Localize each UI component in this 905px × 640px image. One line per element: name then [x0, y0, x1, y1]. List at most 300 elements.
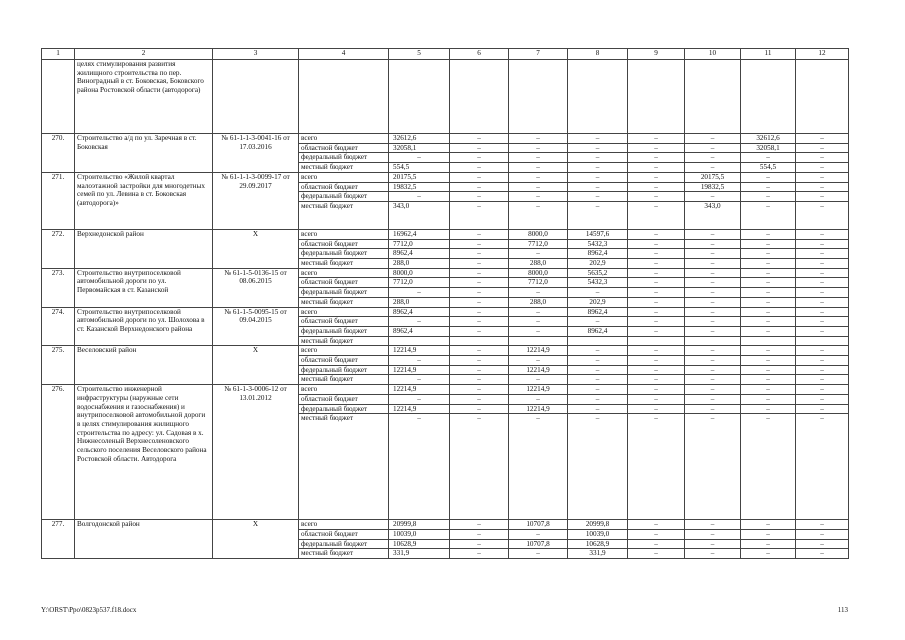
- value-cell: –: [796, 134, 849, 144]
- value-cell: –: [741, 239, 796, 249]
- value-cell: –: [796, 278, 849, 288]
- value-cell: –: [628, 201, 685, 229]
- budget-table: [41, 48, 849, 559]
- header-row: [42, 49, 849, 60]
- value-cell: –: [628, 307, 685, 317]
- value-cell: –: [628, 539, 685, 549]
- value-cell: [796, 336, 849, 346]
- value-cell: –: [568, 414, 628, 520]
- value-cell: –: [628, 172, 685, 182]
- value-cell: –: [685, 278, 741, 288]
- value-cell: 12214,9: [509, 404, 568, 414]
- value-cell: –: [796, 394, 849, 404]
- funding-source: федеральный бюджет: [299, 539, 389, 549]
- value-cell: –: [568, 394, 628, 404]
- value-cell: –: [450, 404, 509, 414]
- value-cell: –: [741, 307, 796, 317]
- value-cell: –: [628, 134, 685, 144]
- value-cell: –: [741, 317, 796, 327]
- empty-cell: [450, 60, 509, 134]
- value-cell: 8962,4: [568, 249, 628, 259]
- value-cell: 7712,0: [389, 278, 450, 288]
- empty-cell: [509, 60, 568, 134]
- document-number: № 61-1-1-3-0099-17 от 29.09.2017: [213, 172, 299, 229]
- value-cell: –: [389, 317, 450, 327]
- value-cell: –: [628, 249, 685, 259]
- value-cell: 5432,3: [568, 239, 628, 249]
- table-row: [42, 60, 849, 134]
- value-cell: –: [568, 182, 628, 192]
- value-cell: 288,0: [509, 297, 568, 307]
- value-cell: –: [509, 143, 568, 153]
- value-cell: –: [450, 394, 509, 404]
- value-cell: –: [796, 356, 849, 366]
- value-cell: 20175,5: [389, 172, 450, 182]
- value-cell: –: [450, 529, 509, 539]
- footer-file-path: Y:\ORST\Ppo\0823p537.f18.docx: [41, 606, 137, 614]
- value-cell: –: [509, 549, 568, 559]
- value-cell: –: [450, 520, 509, 530]
- value-cell: –: [568, 201, 628, 229]
- value-cell: –: [628, 153, 685, 163]
- document-number: Х: [213, 520, 299, 559]
- value-cell: –: [450, 297, 509, 307]
- value-cell: 10628,9: [389, 539, 450, 549]
- value-cell: –: [568, 365, 628, 375]
- value-cell: –: [509, 153, 568, 163]
- value-cell: –: [628, 163, 685, 173]
- value-cell: [450, 336, 509, 346]
- value-cell: 554,5: [389, 163, 450, 173]
- value-cell: 20999,8: [389, 520, 450, 530]
- value-cell: –: [509, 163, 568, 173]
- column-header: 11: [741, 49, 796, 60]
- value-cell: 16962,4: [389, 229, 450, 239]
- value-cell: –: [741, 268, 796, 278]
- value-cell: –: [628, 143, 685, 153]
- value-cell: –: [450, 365, 509, 375]
- value-cell: –: [568, 172, 628, 182]
- value-cell: –: [389, 375, 450, 385]
- document-number: № 61-1-3-0006-12 от 13.01.2012: [213, 385, 299, 520]
- value-cell: –: [741, 356, 796, 366]
- column-header: 6: [450, 49, 509, 60]
- value-cell: 12214,9: [509, 365, 568, 375]
- value-cell: –: [450, 182, 509, 192]
- value-cell: –: [685, 375, 741, 385]
- value-cell: [685, 336, 741, 346]
- table-row: [42, 172, 849, 182]
- table-row: [42, 268, 849, 278]
- value-cell: –: [568, 192, 628, 202]
- value-cell: –: [796, 539, 849, 549]
- funding-source: всего: [299, 172, 389, 182]
- funding-source: областной бюджет: [299, 529, 389, 539]
- value-cell: –: [628, 239, 685, 249]
- value-cell: –: [796, 229, 849, 239]
- value-cell: –: [450, 239, 509, 249]
- value-cell: –: [450, 259, 509, 269]
- value-cell: 7712,0: [509, 278, 568, 288]
- value-cell: –: [628, 278, 685, 288]
- value-cell: –: [628, 404, 685, 414]
- value-cell: –: [628, 182, 685, 192]
- value-cell: –: [796, 385, 849, 395]
- empty-cell: [685, 60, 741, 134]
- value-cell: –: [685, 239, 741, 249]
- value-cell: –: [685, 356, 741, 366]
- value-cell: –: [741, 346, 796, 356]
- value-cell: –: [685, 394, 741, 404]
- value-cell: –: [685, 268, 741, 278]
- document-number: № 61-1-5-0095-15 от 09.04.2015: [213, 307, 299, 346]
- value-cell: –: [685, 134, 741, 144]
- page-number: 113: [837, 606, 848, 614]
- value-cell: –: [796, 326, 849, 336]
- column-header: 8: [568, 49, 628, 60]
- value-cell: –: [509, 375, 568, 385]
- value-cell: –: [685, 326, 741, 336]
- row-number: 272.: [42, 229, 75, 268]
- value-cell: –: [796, 317, 849, 327]
- value-cell: –: [741, 172, 796, 182]
- value-cell: –: [685, 297, 741, 307]
- value-cell: 554,5: [741, 163, 796, 173]
- funding-source: федеральный бюджет: [299, 365, 389, 375]
- funding-source: областной бюджет: [299, 239, 389, 249]
- value-cell: –: [796, 268, 849, 278]
- value-cell: –: [509, 134, 568, 144]
- value-cell: –: [741, 529, 796, 539]
- value-cell: –: [450, 278, 509, 288]
- value-cell: –: [628, 365, 685, 375]
- funding-source: всего: [299, 229, 389, 239]
- value-cell: –: [509, 182, 568, 192]
- value-cell: –: [741, 278, 796, 288]
- value-cell: –: [741, 394, 796, 404]
- value-cell: –: [741, 288, 796, 298]
- funding-source: всего: [299, 307, 389, 317]
- value-cell: –: [450, 385, 509, 395]
- value-cell: –: [796, 307, 849, 317]
- value-cell: –: [450, 326, 509, 336]
- value-cell: –: [568, 163, 628, 173]
- value-cell: –: [450, 143, 509, 153]
- value-cell: –: [685, 153, 741, 163]
- value-cell: –: [741, 375, 796, 385]
- value-cell: –: [796, 549, 849, 559]
- value-cell: –: [450, 356, 509, 366]
- object-name: Волгодонской район: [75, 520, 213, 559]
- value-cell: –: [796, 163, 849, 173]
- value-cell: –: [685, 365, 741, 375]
- row-number: 274.: [42, 307, 75, 346]
- value-cell: –: [796, 201, 849, 229]
- table-row: [42, 520, 849, 530]
- value-cell: –: [685, 549, 741, 559]
- value-cell: –: [685, 192, 741, 202]
- value-cell: –: [568, 375, 628, 385]
- value-cell: –: [509, 307, 568, 317]
- table-row: [42, 385, 849, 395]
- value-cell: –: [509, 317, 568, 327]
- table-row: [42, 134, 849, 144]
- value-cell: –: [450, 153, 509, 163]
- value-cell: –: [628, 268, 685, 278]
- value-cell: –: [741, 192, 796, 202]
- document-number: Х: [213, 346, 299, 385]
- value-cell: 8000,0: [509, 268, 568, 278]
- value-cell: 343,0: [389, 201, 450, 229]
- value-cell: 32058,1: [389, 143, 450, 153]
- value-cell: –: [450, 346, 509, 356]
- value-cell: –: [685, 539, 741, 549]
- funding-source: федеральный бюджет: [299, 288, 389, 298]
- value-cell: 12214,9: [389, 346, 450, 356]
- value-cell: –: [389, 192, 450, 202]
- value-cell: 288,0: [389, 259, 450, 269]
- value-cell: –: [628, 549, 685, 559]
- value-cell: –: [628, 229, 685, 239]
- value-cell: –: [796, 375, 849, 385]
- value-cell: 202,9: [568, 259, 628, 269]
- value-cell: 10707,8: [509, 539, 568, 549]
- value-cell: –: [628, 288, 685, 298]
- value-cell: –: [389, 288, 450, 298]
- value-cell: 331,9: [568, 549, 628, 559]
- value-cell: 12214,9: [389, 365, 450, 375]
- funding-source: всего: [299, 268, 389, 278]
- funding-source: местный бюджет: [299, 201, 389, 229]
- value-cell: –: [628, 356, 685, 366]
- empty-cell: [299, 60, 389, 134]
- value-cell: 288,0: [389, 297, 450, 307]
- value-cell: –: [450, 229, 509, 239]
- value-cell: –: [568, 153, 628, 163]
- value-cell: –: [509, 326, 568, 336]
- column-header: 1: [42, 49, 75, 60]
- value-cell: –: [685, 143, 741, 153]
- value-cell: –: [796, 249, 849, 259]
- value-cell: 8962,4: [389, 326, 450, 336]
- funding-source: местный бюджет: [299, 414, 389, 520]
- value-cell: –: [389, 153, 450, 163]
- value-cell: –: [628, 317, 685, 327]
- row-number: 273.: [42, 268, 75, 307]
- value-cell: 20999,8: [568, 520, 628, 530]
- value-cell: 10039,0: [389, 529, 450, 539]
- row-number: 276.: [42, 385, 75, 520]
- value-cell: –: [796, 192, 849, 202]
- value-cell: –: [741, 297, 796, 307]
- value-cell: –: [741, 326, 796, 336]
- value-cell: 20175,5: [685, 172, 741, 182]
- value-cell: –: [685, 163, 741, 173]
- value-cell: –: [509, 529, 568, 539]
- value-cell: –: [509, 288, 568, 298]
- row-number: 271.: [42, 172, 75, 229]
- empty-cell: [796, 60, 849, 134]
- value-cell: –: [796, 404, 849, 414]
- value-cell: 12214,9: [389, 404, 450, 414]
- empty-cell: [213, 60, 299, 134]
- value-cell: 343,0: [685, 201, 741, 229]
- empty-cell: [568, 60, 628, 134]
- value-cell: –: [685, 346, 741, 356]
- value-cell: 12214,9: [509, 346, 568, 356]
- value-cell: –: [509, 394, 568, 404]
- value-cell: –: [796, 153, 849, 163]
- value-cell: 10628,9: [568, 539, 628, 549]
- value-cell: –: [389, 394, 450, 404]
- funding-source: всего: [299, 520, 389, 530]
- value-cell: 10039,0: [568, 529, 628, 539]
- value-cell: –: [450, 192, 509, 202]
- value-cell: –: [568, 356, 628, 366]
- value-cell: 12214,9: [509, 385, 568, 395]
- column-header: 3: [213, 49, 299, 60]
- value-cell: 8000,0: [509, 229, 568, 239]
- value-cell: –: [741, 549, 796, 559]
- row-number-cell: [42, 60, 75, 134]
- value-cell: –: [450, 414, 509, 520]
- value-cell: –: [685, 529, 741, 539]
- value-cell: –: [628, 414, 685, 520]
- empty-cell: [741, 60, 796, 134]
- table-row: [42, 307, 849, 317]
- value-cell: [628, 336, 685, 346]
- funding-source: федеральный бюджет: [299, 153, 389, 163]
- value-cell: –: [741, 201, 796, 229]
- value-cell: –: [796, 143, 849, 153]
- object-name: Верхнедонской район: [75, 229, 213, 268]
- value-cell: –: [389, 356, 450, 366]
- value-cell: –: [796, 259, 849, 269]
- value-cell: –: [450, 317, 509, 327]
- value-cell: –: [741, 365, 796, 375]
- value-cell: –: [628, 529, 685, 539]
- value-cell: –: [796, 297, 849, 307]
- value-cell: –: [796, 182, 849, 192]
- value-cell: 8000,0: [389, 268, 450, 278]
- value-cell: –: [741, 153, 796, 163]
- document-number: № 61-1-5-0136-15 от 08.06.2015: [213, 268, 299, 307]
- value-cell: –: [628, 192, 685, 202]
- value-cell: –: [450, 163, 509, 173]
- value-cell: –: [685, 404, 741, 414]
- funding-source: областной бюджет: [299, 143, 389, 153]
- funding-source: местный бюджет: [299, 259, 389, 269]
- value-cell: –: [568, 385, 628, 395]
- object-name: Строительство «Жилой квартал малоэтажной застройки для многодетных семей по ул. Левина в ст. Боковская (автодорога)»: [75, 172, 213, 229]
- value-cell: –: [450, 172, 509, 182]
- empty-cell: [628, 60, 685, 134]
- value-cell: [741, 336, 796, 346]
- column-header: 12: [796, 49, 849, 60]
- value-cell: [568, 336, 628, 346]
- value-cell: –: [685, 307, 741, 317]
- value-cell: 32612,6: [389, 134, 450, 144]
- value-cell: 202,9: [568, 297, 628, 307]
- value-cell: –: [741, 520, 796, 530]
- value-cell: –: [509, 414, 568, 520]
- funding-source: областной бюджет: [299, 317, 389, 327]
- value-cell: –: [450, 549, 509, 559]
- funding-source: федеральный бюджет: [299, 404, 389, 414]
- value-cell: 32058,1: [741, 143, 796, 153]
- value-cell: –: [796, 239, 849, 249]
- value-cell: –: [568, 317, 628, 327]
- value-cell: 32612,6: [741, 134, 796, 144]
- row-number: 275.: [42, 346, 75, 385]
- object-name: Веселовский район: [75, 346, 213, 385]
- value-cell: –: [628, 520, 685, 530]
- value-cell: –: [796, 529, 849, 539]
- value-cell: 5432,3: [568, 278, 628, 288]
- value-cell: –: [685, 229, 741, 239]
- object-name: Строительство а/д по ул. Заречная в ст. Боковская: [75, 134, 213, 173]
- funding-source: областной бюджет: [299, 182, 389, 192]
- value-cell: –: [509, 172, 568, 182]
- table-row: [42, 346, 849, 356]
- value-cell: –: [628, 385, 685, 395]
- value-cell: 8962,4: [389, 249, 450, 259]
- value-cell: 288,0: [509, 259, 568, 269]
- value-cell: 7712,0: [509, 239, 568, 249]
- value-cell: –: [685, 385, 741, 395]
- value-cell: –: [628, 326, 685, 336]
- column-header: 9: [628, 49, 685, 60]
- row-number: 270.: [42, 134, 75, 173]
- value-cell: 8962,4: [389, 307, 450, 317]
- value-cell: –: [796, 346, 849, 356]
- funding-source: всего: [299, 134, 389, 144]
- object-name: Строительство инженерной инфраструктуры (наружные сети водоснабжения и газоснабжения) и внутрипоселковой автомобильной дороги в целях стимулирования жилищного строительства по адресу: ул. Садовая в х. Нижнесоленый Верхнесоленовского сельского поселения Веселовского района Ростовской области. Автодорога: [75, 385, 213, 520]
- value-cell: –: [568, 346, 628, 356]
- value-cell: 8962,4: [568, 326, 628, 336]
- value-cell: –: [796, 520, 849, 530]
- value-cell: 19832,5: [389, 182, 450, 192]
- value-cell: [389, 336, 450, 346]
- value-cell: –: [450, 307, 509, 317]
- value-cell: –: [741, 404, 796, 414]
- value-cell: –: [685, 249, 741, 259]
- value-cell: 8962,4: [568, 307, 628, 317]
- value-cell: –: [568, 288, 628, 298]
- value-cell: –: [741, 539, 796, 549]
- funding-source: федеральный бюджет: [299, 192, 389, 202]
- value-cell: –: [628, 297, 685, 307]
- value-cell: –: [685, 520, 741, 530]
- object-name: целях стимулирования развития жилищного строительства по пер. Виноградный в ст. Боковская, Боковского района Ростовской области (автодорога): [75, 60, 213, 134]
- value-cell: –: [450, 375, 509, 385]
- column-header: 7: [509, 49, 568, 60]
- value-cell: –: [628, 259, 685, 269]
- value-cell: –: [450, 268, 509, 278]
- value-cell: –: [741, 229, 796, 239]
- value-cell: –: [509, 201, 568, 229]
- value-cell: –: [796, 365, 849, 375]
- value-cell: –: [741, 259, 796, 269]
- value-cell: 331,9: [389, 549, 450, 559]
- value-cell: –: [450, 288, 509, 298]
- value-cell: –: [628, 394, 685, 404]
- value-cell: –: [741, 249, 796, 259]
- document-number: Х: [213, 229, 299, 268]
- value-cell: –: [568, 143, 628, 153]
- value-cell: –: [796, 414, 849, 520]
- document-number: № 61-1-1-3-0041-16 от 17.03.2016: [213, 134, 299, 173]
